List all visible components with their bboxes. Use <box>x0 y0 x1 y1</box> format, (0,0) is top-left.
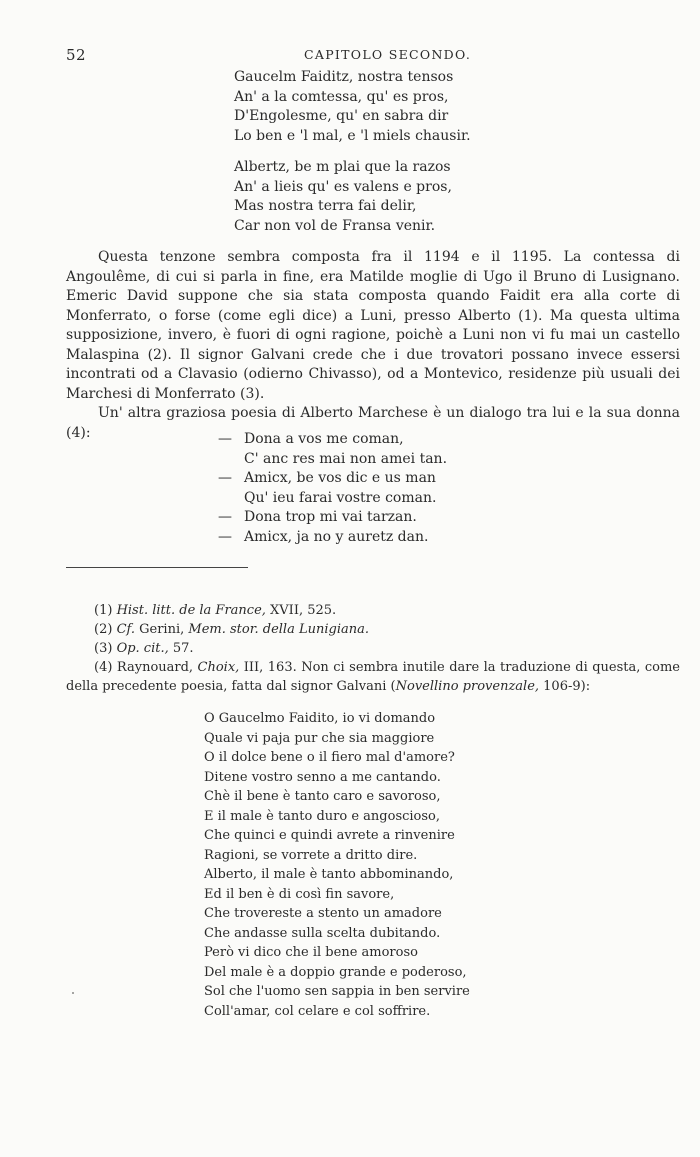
footnote-title: Hist. litt. de la France, <box>116 603 266 618</box>
footnote-number: (1) <box>94 603 113 618</box>
dash: — <box>218 528 232 545</box>
dialogue-text: Amicx, ja no y auretz dan. <box>244 528 429 545</box>
dash: — <box>218 470 232 486</box>
verse-line: Che trovereste a stento un amadore <box>204 906 442 921</box>
footnote-text: Gerini, <box>135 622 189 637</box>
dialogue-line <box>218 508 447 528</box>
dialogue-text: C' anc res mai non amei tan. <box>244 450 448 467</box>
verse-line: Che quinci e quindi avrete a rinvenire <box>204 828 455 843</box>
dash: — <box>218 509 232 525</box>
verse-line: Ragioni, se vorrete a dritto dire. <box>204 847 418 863</box>
dialogue-text: Dona a vos me coman, <box>244 431 404 447</box>
dialogue-text: Dona trop mi vai tarzan. <box>244 509 417 525</box>
footnote-title: Op. cit., <box>116 641 169 656</box>
verse-line: D'Engolesme, qu' en sabra dir <box>234 108 449 124</box>
footnote-text: 57. <box>168 641 194 656</box>
verse-line: O Gaucelmo Faidito, io vi domando <box>204 711 436 726</box>
verse-line: Ed il ben è di così fin savore, <box>204 886 395 902</box>
footnote-title: Choix, <box>197 660 240 675</box>
footnote-text: XVII, 525. <box>265 603 337 618</box>
footnote-cf: Cf. <box>116 622 135 637</box>
footnote-number: (4) <box>94 660 113 675</box>
footnote-number: (3) <box>94 641 113 656</box>
dialogue-line <box>218 469 447 489</box>
dialogue-line <box>218 489 447 509</box>
dialogue-poem <box>218 430 447 547</box>
verse-line: E il male è tanto duro e angoscioso, <box>204 808 441 824</box>
dialogue-text: Amicx, be vos dic e us man <box>244 470 436 486</box>
footnote-number: (2) <box>94 622 113 637</box>
translation-stanza-2 <box>204 865 470 1021</box>
paragraph: Un' altra graziosa poesia di Alberto Marchese è un dialogo tra lui e la sua donna (4): <box>66 405 680 441</box>
verse-line: Albertz, be m plai que la razos <box>234 159 451 175</box>
footnote-4 <box>66 658 680 696</box>
verse-line: Car non vol de Fransa venir. <box>234 217 436 234</box>
paragraph: Questa tenzone sembra composta fra il 1194 e il 1195. La contessa di Angoulême, di cui si parla in fine, era Matilde moglie di Ugo il Bruno di Lusignano. Emeric David suppone che sia stata composta quando Faidit era alla corte di Monferrato, o forse (come egli dice) a Luni, presso Alberto (1). Ma questa ultima supposizione, invero, è fuori di ogni ragione, poichè a Luni non vi fu mai un castello Malaspina (2). Il signor Galvani crede che i due trovatori possano invece essersi incontrati od a Clavasio (odierno Chivasso), od a Montevico, residenze più usuali dei Marchesi di Monferrato (3). <box>66 249 680 402</box>
verse-line: Ditene vostro senno a me cantando. <box>204 769 441 785</box>
verse-line: Sol che l'uomo sen sappia in ben servire <box>204 984 470 999</box>
footnotes <box>66 601 680 696</box>
footnote-text: Raynouard, <box>112 660 198 675</box>
footnote-text: III, 163. Non ci sembra inutile dare la traduzione di questa, come della precedente poesia, fatta dal signor Galvani ( <box>66 660 680 694</box>
verse-line: Chè il bene è tanto caro e savoroso, <box>204 789 441 804</box>
verse-line: Quale vi paja pur che sia maggiore <box>204 730 435 746</box>
verse-line: O il dolce bene o il fiero mal d'amore? <box>204 750 455 765</box>
verse-line: Coll'amar, col celare e col soffrire. <box>204 1003 431 1019</box>
dialogue-line <box>218 430 447 450</box>
footnote-title: Novellino provenzale, <box>395 679 540 694</box>
footnote-1 <box>66 601 680 620</box>
verse-line: Alberto, il male è tanto abbominando, <box>204 867 454 882</box>
verse-line: Gaucelm Faiditz, nostra tensos <box>234 69 454 85</box>
verse-line: Lo ben e 'l mal, e 'l miels chausir. <box>234 127 471 144</box>
footnote-text: 106-9): <box>539 679 591 694</box>
footnote-3 <box>66 639 680 658</box>
dialogue-text: Qu' ieu farai vostre coman. <box>244 489 437 506</box>
verse-line: Che andasse sulla scelta dubitando. <box>204 925 441 941</box>
footnote-title: Mem. stor. della Lunigiana. <box>188 622 369 637</box>
dash: — <box>218 431 232 447</box>
translation-stanza-1 <box>204 709 455 865</box>
verse-line: An' a lieis qu' es valens e pros, <box>234 178 452 195</box>
verse-line: Mas nostra terra fai delir, <box>234 198 417 214</box>
footnote-divider <box>66 567 248 568</box>
running-title: CAPITOLO SECONDO. <box>304 47 472 62</box>
body-text <box>66 248 680 443</box>
dialogue-line <box>218 528 447 548</box>
paper-speck <box>72 992 74 994</box>
verse-line: An' a la comtessa, qu' es pros, <box>234 88 449 105</box>
page-number: 52 <box>66 46 87 64</box>
stanza-albertz <box>234 158 452 236</box>
verse-line: Però vi dico che il bene amoroso <box>204 945 418 960</box>
dialogue-line <box>218 450 447 470</box>
stanza-faidit <box>234 68 471 146</box>
footnote-2 <box>66 620 680 639</box>
verse-line: Del male è a doppio grande e poderoso, <box>204 964 467 980</box>
